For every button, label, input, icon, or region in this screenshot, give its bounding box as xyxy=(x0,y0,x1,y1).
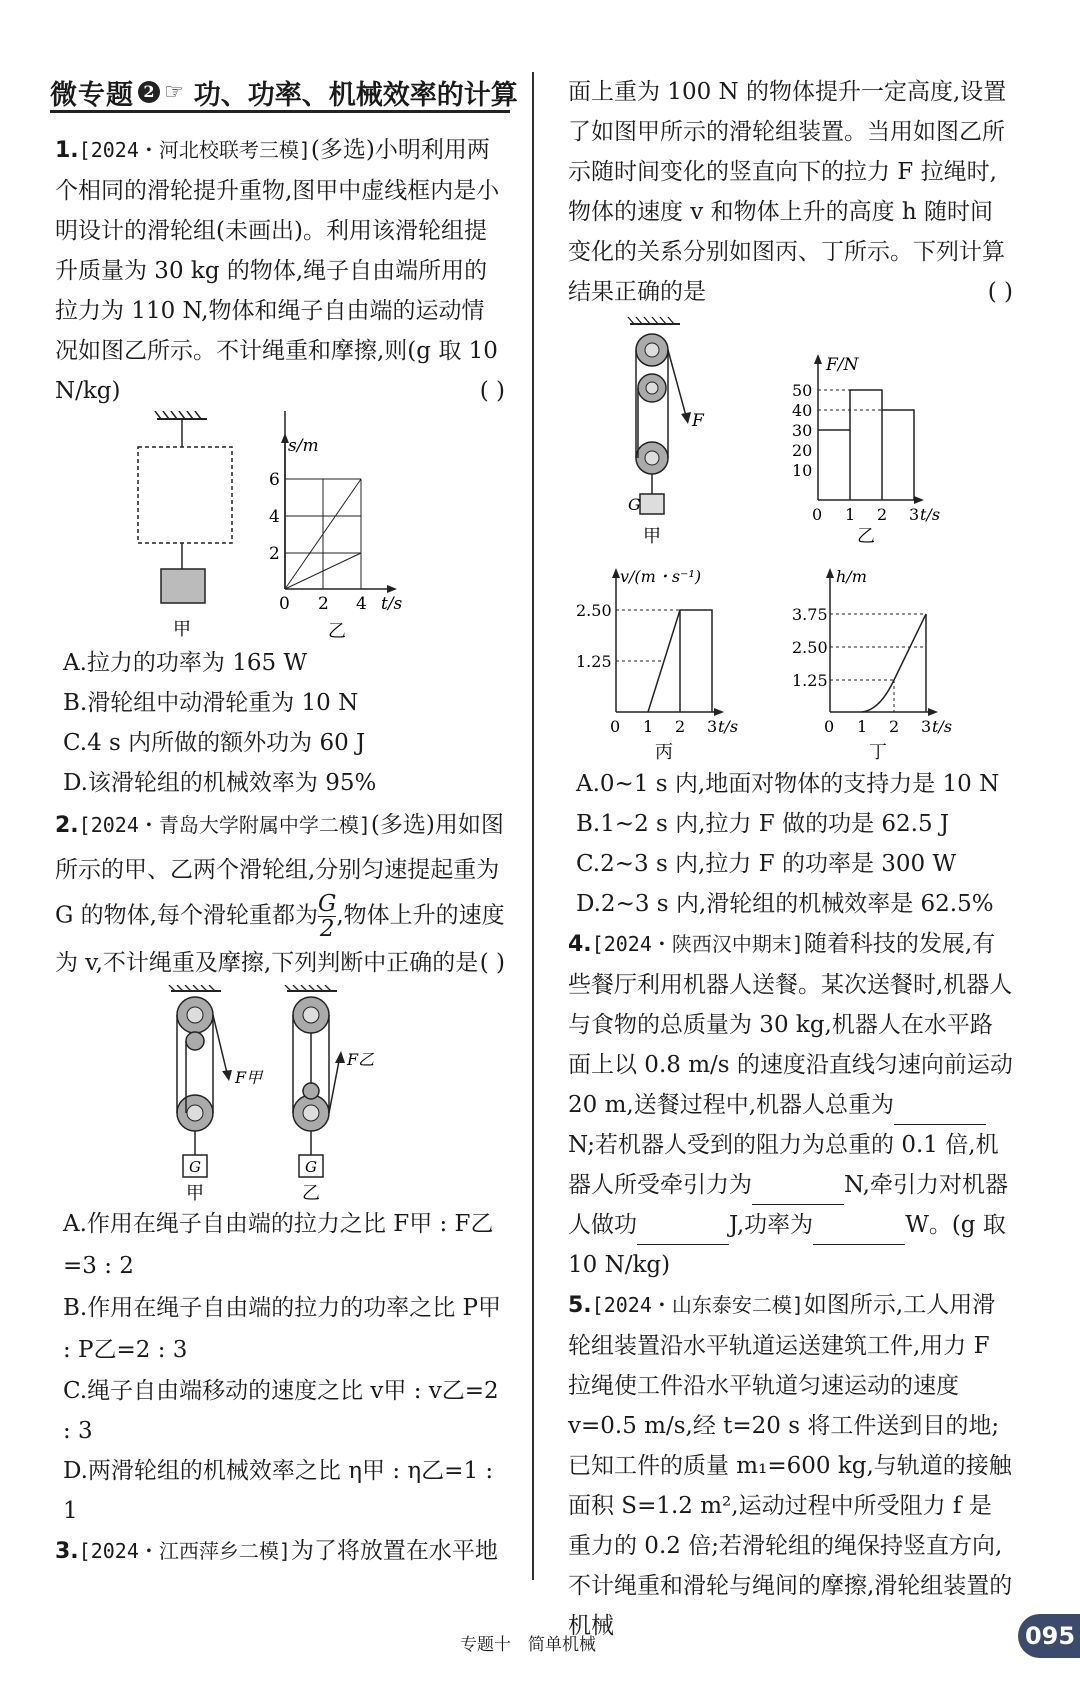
section-header xyxy=(50,70,518,114)
q1-diagram xyxy=(55,411,505,643)
question-text: N;若机器人受到的阻力为总重的 0.1 倍,机器人所受牵引力为 xyxy=(568,1132,999,1198)
svg-text:2.50: 2.50 xyxy=(576,601,612,620)
svg-text:30: 30 xyxy=(792,421,813,440)
v-t-graph xyxy=(576,567,738,763)
svg-text:t/s: t/s xyxy=(718,717,739,736)
q1-figure xyxy=(55,411,505,643)
svg-text:乙: 乙 xyxy=(857,526,875,547)
svg-text:1.25: 1.25 xyxy=(576,652,612,671)
question-text: 随着科技的发展,有些餐厅利用机器人送餐。某次送餐时,机器人与食物的总质量为 30 kg,机器人在水平路面上以 0.8 m/s 的速度沿直线匀速向前运动 20 m,送餐过程中,机器人总重为 xyxy=(568,931,1013,1118)
option-c: C.4 s 内所做的额外功为 60 J xyxy=(63,730,366,756)
svg-text:2: 2 xyxy=(877,505,888,524)
question-text-cont: 面上重为 100 N 的物体提升一定高度,设置了如图甲所示的滑轮组装置。当用如图乙所示随时间变化的竖直向下的拉力 F 拉绳时,物体的速度 v 和物体上升的高度 h 随时间变化的关系分别如图丙、丁所示。下列计算结果正确的是 xyxy=(568,79,1007,305)
svg-text:0: 0 xyxy=(279,594,290,614)
question-number: 4. xyxy=(568,932,592,957)
q3-diagram xyxy=(568,312,1013,764)
header-badge: 2 xyxy=(138,81,160,103)
svg-text:50: 50 xyxy=(792,381,813,400)
question-source: [2024・山东泰安二模] xyxy=(591,1293,804,1317)
svg-text:甲: 甲 xyxy=(643,526,661,547)
svg-text:3.75: 3.75 xyxy=(792,605,828,624)
svg-text:1: 1 xyxy=(845,505,856,524)
svg-text:10: 10 xyxy=(792,461,813,480)
option-c: C.2~3 s 内,拉力 F 的功率是 300 W xyxy=(576,851,957,877)
svg-text:4: 4 xyxy=(269,507,280,527)
page-number: 095 xyxy=(1018,1614,1080,1658)
svg-text:3: 3 xyxy=(921,717,932,736)
svg-text:G: G xyxy=(628,495,641,514)
q2-diagram xyxy=(55,985,505,1203)
chapter-label: 专题十 简单机械 xyxy=(460,1635,596,1655)
svg-text:2: 2 xyxy=(269,544,280,564)
option-a: A.0~1 s 内,地面对物体的支持力是 10 N xyxy=(576,771,1000,797)
option-b: B.1~2 s 内,拉力 F 做的功是 62.5 J xyxy=(576,811,950,837)
answer-paren: ( ) xyxy=(479,950,505,976)
question-source: [2024・陕西汉中期末] xyxy=(591,932,804,956)
question-text: (多选)用如图所示的甲、乙两个滑轮组,分别匀速提起重为 G 的物体,每个滑轮重都为 xyxy=(55,812,504,929)
svg-text:20: 20 xyxy=(792,441,813,460)
svg-text:s/m: s/m xyxy=(288,436,319,456)
svg-text:40: 40 xyxy=(792,401,813,420)
svg-text:3: 3 xyxy=(707,717,718,736)
option-a: A.作用在绳子自由端的拉力之比 F甲 : F乙=3 : 2 xyxy=(63,1211,494,1279)
question-source: [2024・河北校联考三模] xyxy=(78,138,311,162)
f-t-graph xyxy=(792,354,940,547)
svg-text:F乙: F乙 xyxy=(347,1050,375,1069)
svg-text:0: 0 xyxy=(812,505,823,524)
svg-text:2: 2 xyxy=(318,594,329,614)
svg-text:2.50: 2.50 xyxy=(792,638,828,657)
question-text: N,牵引力对机器人做功 xyxy=(568,1172,1008,1238)
question-text: W。(g 取 10 N/kg) xyxy=(568,1212,1006,1278)
right-column xyxy=(568,72,1013,1646)
fig-caption: 甲 xyxy=(173,619,191,640)
answer-paren: ( ) xyxy=(479,378,505,404)
svg-text:1.25: 1.25 xyxy=(792,671,828,690)
answer-paren: ( ) xyxy=(987,279,1013,305)
question-2 xyxy=(55,803,505,985)
question-number: 3. xyxy=(55,1539,79,1564)
blank-1[interactable] xyxy=(894,1100,986,1125)
question-text: J,功率为 xyxy=(729,1212,814,1238)
question-1 xyxy=(55,130,505,411)
svg-text:0: 0 xyxy=(610,717,621,736)
svg-text:1: 1 xyxy=(643,717,654,736)
blank-4[interactable] xyxy=(813,1220,905,1245)
svg-text:2: 2 xyxy=(889,717,900,736)
question-3-cont xyxy=(568,72,1013,312)
svg-text:乙: 乙 xyxy=(302,1183,320,1203)
left-column xyxy=(55,130,505,1572)
svg-text:4: 4 xyxy=(356,594,367,614)
svg-text:G: G xyxy=(305,1158,317,1176)
svg-text:0: 0 xyxy=(824,717,835,736)
svg-text:丁: 丁 xyxy=(869,742,887,763)
pulley-system xyxy=(628,317,705,547)
question-4 xyxy=(568,924,1013,1285)
dashed-frame xyxy=(138,447,232,543)
option-d: D.两滑轮组的机械效率之比 η甲 : η乙=1 : 1 xyxy=(63,1458,494,1524)
svg-text:3: 3 xyxy=(909,505,920,524)
h-t-graph xyxy=(792,567,952,763)
column-divider xyxy=(532,72,534,1580)
question-source: [2024・青岛大学附属中学二模] xyxy=(78,813,371,837)
blank-2[interactable] xyxy=(752,1180,844,1205)
option-b: B.滑轮组中动滑轮重为 10 N xyxy=(63,690,359,716)
svg-text:t/s: t/s xyxy=(932,717,953,736)
svg-text:丙: 丙 xyxy=(655,742,673,763)
q2-figure xyxy=(55,985,505,1203)
question-source: [2024・江西萍乡二模] xyxy=(78,1539,291,1563)
question-number: 5. xyxy=(568,1293,592,1318)
hand-icon: ☞ xyxy=(164,79,184,105)
question-number: 2. xyxy=(55,813,79,838)
title-underline xyxy=(50,110,510,113)
weight-block xyxy=(161,569,205,603)
blank-3[interactable] xyxy=(637,1220,729,1245)
svg-text:2: 2 xyxy=(675,717,686,736)
pulley-yi xyxy=(285,985,374,1203)
option-d: D.2~3 s 内,滑轮组的机械效率是 62.5% xyxy=(576,891,994,917)
svg-text:F甲: F甲 xyxy=(235,1068,263,1087)
s-t-graph xyxy=(269,411,403,642)
svg-text:乙: 乙 xyxy=(328,621,346,642)
option-a: A.拉力的功率为 165 W xyxy=(63,650,308,676)
option-b: B.作用在绳子自由端的拉力的功率之比 P甲 : P乙=2 : 3 xyxy=(63,1295,501,1363)
question-text: 如图所示,工人用滑轮组装置沿水平轨道运送建筑工件,用力 F 拉绳使工件沿水平轨道匀速运动的速度 v=0.5 m/s,经 t=20 s 将工件送到目的地;已知工件的质量 m₁=600 kg,与轨道的接触面积 S=1.2 m²,运动过程中所受阻力 f 是重力的 0.2 倍;若滑轮组的绳保持竖直方向,不计绳重和滑轮与绳间的摩擦,滑轮组装置的机械 xyxy=(568,1292,1013,1639)
svg-text:F: F xyxy=(692,411,704,431)
question-5 xyxy=(568,1285,1013,1646)
question-text: (多选)小明利用两个相同的滑轮提升重物,图甲中虚线框内是小明设计的滑轮组(未画出)。利用该滑轮组提升质量为 30 kg 的物体,绳子自由端所用的拉力为 110 N,物体和绳子自由端的运动情况如图乙所示。不计绳重和摩擦,则(g 取 10 N/kg) xyxy=(55,137,500,404)
option-d: D.该滑轮组的机械效率为 95% xyxy=(63,770,377,796)
svg-text:6: 6 xyxy=(269,470,280,490)
svg-text:F/N: F/N xyxy=(826,355,859,375)
svg-text:t/s: t/s xyxy=(920,505,941,524)
svg-text:h/m: h/m xyxy=(836,567,867,586)
question-3 xyxy=(55,1531,505,1572)
svg-text:G: G xyxy=(189,1158,201,1176)
svg-text:甲: 甲 xyxy=(186,1183,204,1203)
svg-text:t/s: t/s xyxy=(381,594,403,614)
q3-figure xyxy=(568,312,1013,764)
pulley-jia xyxy=(169,985,264,1203)
svg-text:v/(m・s⁻¹): v/(m・s⁻¹) xyxy=(620,567,702,586)
page-title: 功、功率、机械效率的计算 xyxy=(193,79,518,111)
option-c: C.绳子自由端移动的速度之比 v甲 : v乙=2 : 3 xyxy=(63,1378,499,1444)
svg-text:1: 1 xyxy=(857,717,868,736)
question-text: 为了将放置在水平地 xyxy=(290,1538,498,1564)
fraction: $\frac{G}{2}$ xyxy=(318,891,337,942)
question-text-cont: ,物体上升的速度为 v,不计绳重及摩擦,下列判断中正确的是 xyxy=(55,902,505,976)
header-tag: 微专题 xyxy=(50,79,134,111)
question-number: 1. xyxy=(55,138,79,163)
